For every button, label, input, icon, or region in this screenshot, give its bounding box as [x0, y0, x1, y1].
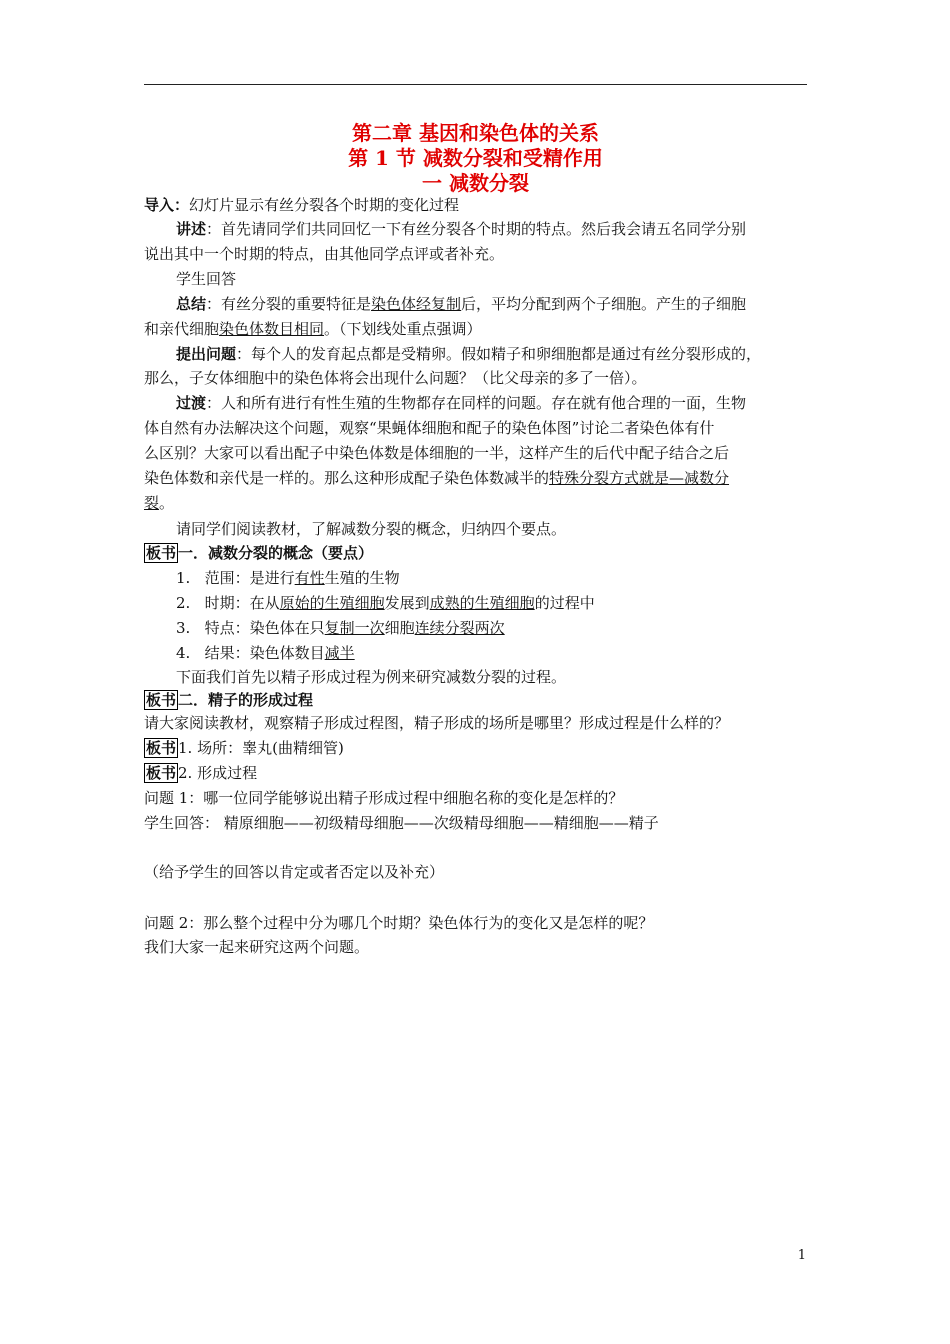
board-tag: 板书	[146, 544, 177, 562]
transition-line: 过渡：人和所有进行有性生殖的生物都存在同样的问题。存在就有他合理的一面，生物	[176, 394, 747, 412]
transition-line-cont: 么区别？大家可以看出配子中染色体数是体细胞的一半，这样产生的后代中配子结合之后	[144, 444, 730, 462]
board-item-process: 板书 2. 形成过程	[146, 764, 258, 782]
reading-instruction: 请同学们阅读教材，了解减数分裂的概念，归纳四个要点。	[176, 520, 567, 538]
summary-line: 总结：有丝分裂的重要特征是染色体经复制后，平均分配到两个子细胞。产生的子细胞	[176, 295, 747, 313]
board-heading-sperm: 板书 二．精子的形成过程	[146, 691, 314, 709]
narration-line-cont: 说出其中一个时期的特点，由其他同学点评或者补充。	[144, 245, 505, 263]
question-line: 提出问题：每个人的发育起点都是受精卵。假如精子和卵细胞都是通过有丝分裂形成的，	[176, 345, 762, 363]
student-answer-1: 学生回答： 精原细胞——初级精母细胞——次级精母细胞——精细胞——精子	[144, 814, 659, 832]
board-tag: 板书	[146, 764, 177, 782]
subsection-title: 一 减数分裂	[422, 171, 529, 195]
narration-line: 讲述：首先请同学们共同回忆一下有丝分裂各个时期的特点。然后我会请五名同学分别	[176, 220, 747, 238]
transition-line-cont: 染色体数和亲代是一样的。那么这种形成配子染色体数减半的特殊分裂方式就是—减数分	[144, 469, 730, 487]
feedback-note: （给予学生的回答以肯定或者否定以及补充）	[144, 863, 445, 881]
point-item: 3. 特点：染色体在只复制一次细胞连续分裂两次	[176, 619, 505, 637]
closing-line: 我们大家一起来研究这两个问题。	[144, 938, 370, 956]
point-item: 2. 时期：在从原始的生殖细胞发展到成熟的生殖细胞的过程中	[176, 594, 595, 612]
question-line-cont: 那么，子女体细胞中的染色体将会出现什么问题？（比父母亲的多了一倍）。	[144, 369, 647, 387]
intro-line: 导入：幻灯片显示有丝分裂各个时期的变化过程	[144, 196, 460, 214]
page-number: 1	[797, 1248, 806, 1263]
question-2: 问题 2：那么整个过程中分为哪几个时期？染色体行为的变化又是怎样的呢？	[144, 914, 654, 932]
summary-line-cont: 和亲代细胞染色体数目相同。（下划线处重点强调）	[144, 320, 482, 338]
chapter-title: 第二章 基因和染色体的关系	[352, 121, 599, 145]
board-tag: 板书	[146, 691, 177, 709]
student-answer-line: 学生回答	[176, 270, 237, 288]
board-tag: 板书	[146, 739, 177, 757]
section-title: 第 1 节 减数分裂和受精作用	[348, 146, 603, 170]
transition-note: 下面我们首先以精子形成过程为例来研究减数分裂的过程。	[176, 668, 567, 686]
board-heading-concept: 板书 一．减数分裂的概念（要点）	[146, 544, 374, 562]
board-item-location: 板书 1. 场所：睾丸(曲精细管)	[146, 739, 344, 757]
question-1: 问题 1：哪一位同学能够说出精子形成过程中细胞名称的变化是怎样的？	[144, 789, 624, 807]
reading-question: 请大家阅读教材，观察精子形成过程图，精子形成的场所是哪里？形成过程是什么样的？	[144, 714, 730, 732]
point-item: 1. 范围：是进行有性生殖的生物	[176, 569, 400, 587]
transition-line-cont: 裂。	[144, 494, 175, 512]
transition-line-cont: 体自然有办法解决这个问题，观察“果蝇体细胞和配子的染色体图”讨论二者染色体有什	[144, 419, 715, 437]
header-rule	[144, 84, 807, 85]
point-item: 4. 结果：染色体数目减半	[176, 644, 355, 662]
